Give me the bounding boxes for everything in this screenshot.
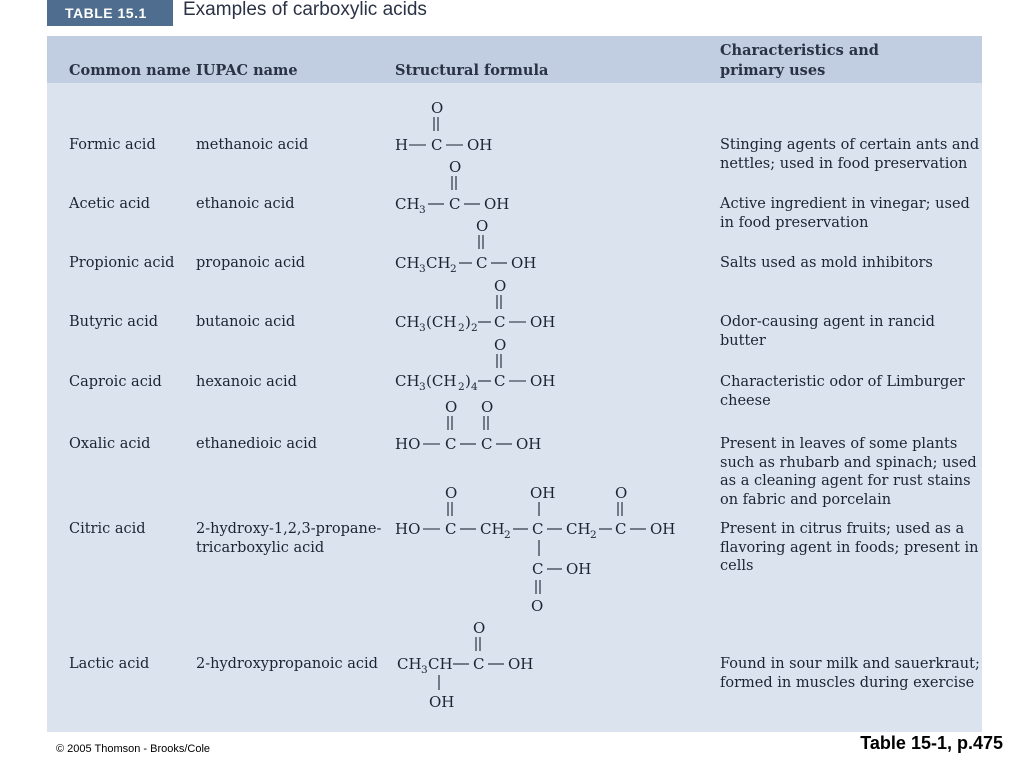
- butyric-sub2b: 2: [471, 322, 478, 334]
- header-structural-formula: Structural formula: [395, 62, 549, 79]
- citric-oh: OH: [650, 520, 676, 538]
- lactic-common-name: Lactic acid: [69, 656, 150, 672]
- oxalic-ho: HO: [395, 435, 421, 453]
- acetic-carbonyl-o: O: [449, 158, 462, 176]
- propionic-c: C: [476, 254, 488, 272]
- oxalic-uses-line4: on fabric and porcelain: [720, 491, 892, 508]
- formic-uses-line1: Stinging agents of certain ants and: [720, 137, 980, 153]
- oxalic-common-name: Oxalic acid: [69, 436, 151, 452]
- propionic-acid-formula: [395, 217, 536, 275]
- caproic-iupac-name: hexanoic acid: [196, 374, 297, 390]
- caproic-c: C: [494, 372, 506, 390]
- oxalic-c1: C: [445, 435, 457, 453]
- citric-top-oh: OH: [530, 484, 556, 502]
- oxalic-iupac-name: ethanedioic acid: [196, 436, 318, 452]
- lactic-uses-line1: Found in sour milk and sauerkraut;: [720, 656, 980, 672]
- citric-bottom-o: O: [531, 597, 544, 615]
- oxalic-c2: C: [481, 435, 493, 453]
- table-number-badge: TABLE 15.1: [47, 0, 173, 26]
- lactic-uses-line2: formed in muscles during exercise: [720, 674, 975, 691]
- acetic-iupac-name: ethanoic acid: [196, 196, 295, 212]
- caproic-ch: CH: [395, 372, 420, 390]
- acetic-uses-line2: in food preservation: [720, 214, 869, 231]
- acetic-common-name: Acetic acid: [69, 196, 151, 212]
- oxalic-uses-line3: as a cleaning agent for rust stains: [720, 473, 971, 489]
- formic-uses-line2: nettles; used in food preservation: [720, 155, 968, 172]
- butyric-oh: OH: [530, 313, 556, 331]
- citric-carbonyl-o1: O: [445, 484, 458, 502]
- oxalic-uses-line1: Present in leaves of some plants: [720, 436, 958, 452]
- formic-h: H: [395, 136, 409, 154]
- caproic-sub4: 4: [471, 381, 478, 393]
- structural-formulas: [47, 34, 982, 732]
- formic-common-name: Formic acid: [69, 137, 156, 153]
- citric-sub2a: 2: [504, 529, 511, 541]
- butyric-c: C: [494, 313, 506, 331]
- citric-c3: C: [615, 520, 627, 538]
- acetic-oh: OH: [484, 195, 510, 213]
- table-title: Examples of carboxylic acids: [183, 0, 427, 20]
- citric-acid-formula: [395, 484, 675, 615]
- butyric-common-name: Butyric acid: [69, 314, 158, 330]
- caproic-paren-close: ): [465, 372, 471, 390]
- butyric-uses-line1: Odor-causing agent in rancid: [720, 314, 935, 330]
- butyric-sub2a: 2: [458, 322, 465, 334]
- caproic-oh: OH: [530, 372, 556, 390]
- propionic-iupac-name: propanoic acid: [196, 255, 305, 271]
- oxalic-carbonyl-o2: O: [481, 398, 494, 416]
- butyric-paren: (CH: [426, 313, 457, 331]
- propionic-ch2: CH: [426, 254, 451, 272]
- citric-uses-line3: cells: [720, 558, 754, 574]
- carboxylic-acids-table: [47, 34, 982, 732]
- propionic-ch: CH: [395, 254, 420, 272]
- citric-uses-line1: Present in citrus fruits; used as a: [720, 521, 965, 537]
- formic-iupac-name: methanoic acid: [196, 137, 309, 153]
- citric-sub2b: 2: [590, 529, 597, 541]
- oxalic-carbonyl-o1: O: [445, 398, 458, 416]
- lactic-bottom-oh: OH: [429, 693, 455, 711]
- caproic-carbonyl-o: O: [494, 336, 507, 354]
- citric-c4: C: [532, 560, 544, 578]
- caproic-uses-line1: Characteristic odor of Limburger: [720, 374, 965, 390]
- propionic-oh: OH: [511, 254, 537, 272]
- butyric-iupac-name: butanoic acid: [196, 314, 296, 330]
- butyric-sub3: 3: [419, 322, 426, 334]
- formic-c: C: [431, 136, 443, 154]
- citric-ch2-a: CH: [480, 520, 505, 538]
- propionic-sub2: 2: [450, 263, 457, 275]
- citric-c1: C: [445, 520, 457, 538]
- citric-iupac-line1: 2-hydroxy-1,2,3-propane-: [196, 521, 382, 537]
- lactic-oh: OH: [508, 655, 534, 673]
- acetic-uses-line1: Active ingredient in vinegar; used: [720, 196, 970, 212]
- citric-iupac-line2: tricarboxylic acid: [196, 539, 325, 556]
- header-characteristics-line2: primary uses: [720, 62, 826, 79]
- citric-ho: HO: [395, 520, 421, 538]
- oxalic-oh: OH: [516, 435, 542, 453]
- lactic-ch-b: CH: [428, 655, 453, 673]
- lactic-acid-formula: [397, 619, 533, 711]
- lactic-carbonyl-o: O: [473, 619, 486, 637]
- acetic-acid-formula: [395, 158, 509, 216]
- citric-c2: C: [532, 520, 544, 538]
- lactic-ch: CH: [397, 655, 422, 673]
- butyric-ch: CH: [395, 313, 420, 331]
- acetic-c: C: [449, 195, 461, 213]
- lactic-sub3: 3: [421, 664, 428, 676]
- caproic-sub3: 3: [419, 381, 426, 393]
- citric-uses-line2: flavoring agent in foods; present in: [720, 539, 979, 556]
- page-reference: Table 15-1, p.475: [860, 733, 1003, 753]
- header-common-name: Common name: [69, 62, 191, 79]
- lactic-c: C: [473, 655, 485, 673]
- propionic-uses-line1: Salts used as mold inhibitors: [720, 255, 933, 271]
- caproic-acid-formula: [395, 336, 555, 393]
- propionic-carbonyl-o: O: [476, 217, 489, 235]
- butyric-uses-line2: butter: [720, 332, 766, 349]
- propionic-common-name: Propionic acid: [69, 255, 175, 271]
- citric-bottom-oh: OH: [566, 560, 592, 578]
- copyright-notice: © 2005 Thomson - Brooks/Cole: [56, 743, 211, 755]
- butyric-carbonyl-o: O: [494, 277, 507, 295]
- caproic-paren: (CH: [426, 372, 457, 390]
- acetic-ch: CH: [395, 195, 420, 213]
- lactic-iupac-name: 2-hydroxypropanoic acid: [196, 656, 378, 672]
- oxalic-acid-formula: [395, 398, 541, 453]
- oxalic-uses-line2: such as rhubarb and spinach; used: [720, 454, 977, 471]
- butyric-paren-close: ): [465, 313, 471, 331]
- acetic-sub3: 3: [419, 204, 426, 216]
- formic-oh: OH: [467, 136, 493, 154]
- caproic-sub2: 2: [458, 381, 465, 393]
- butyric-acid-formula: [395, 277, 555, 334]
- caproic-uses-line2: cheese: [720, 392, 771, 409]
- citric-ch2-b: CH: [566, 520, 591, 538]
- formic-carbonyl-o: O: [431, 99, 444, 117]
- citric-carbonyl-o3: O: [615, 484, 628, 502]
- citric-common-name: Citric acid: [69, 521, 146, 537]
- header-iupac-name: IUPAC name: [196, 62, 298, 79]
- propionic-sub3: 3: [419, 263, 426, 275]
- caproic-common-name: Caproic acid: [69, 374, 162, 390]
- formic-acid-formula: [395, 99, 492, 154]
- header-characteristics-line1: Characteristics and: [720, 42, 879, 59]
